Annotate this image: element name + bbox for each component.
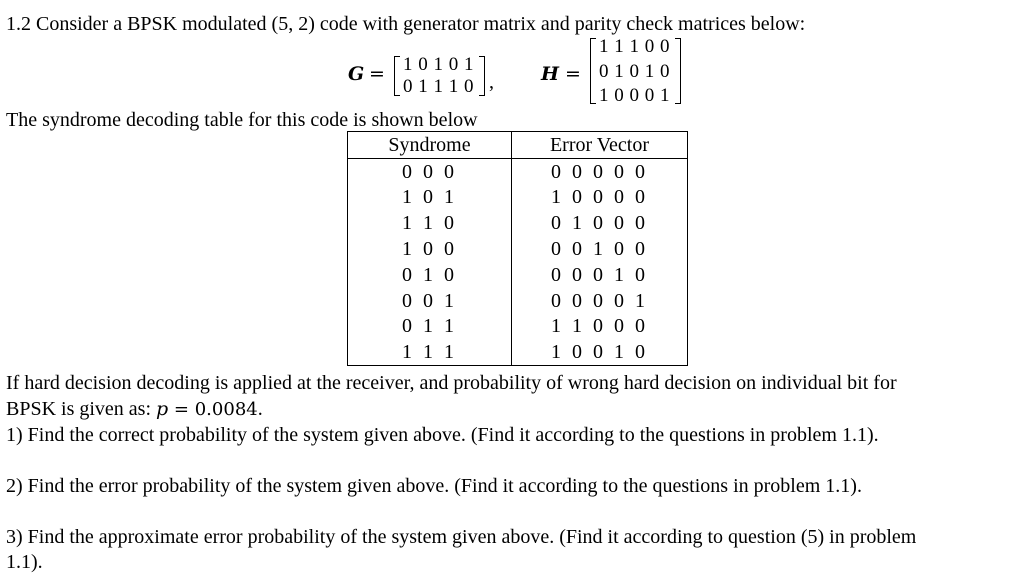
question-1: 1) Find the correct probability of the system given above. (Find it according to the questions in problem 1.1). — [6, 424, 879, 446]
table-row — [348, 314, 688, 340]
h-left-bracket — [590, 38, 596, 104]
error-vector-cell: 0 1 0 0 0 — [512, 210, 688, 236]
table-row — [348, 185, 688, 211]
g-comma: , — [489, 71, 494, 93]
hard-decision-line-2 — [6, 399, 263, 419]
question-3: 3) Find the approximate error probability of the system given above. (Find it according to question (5) in problem — [6, 526, 917, 548]
g-row-1: 1 0 1 0 1 — [403, 54, 474, 75]
table-row — [348, 210, 688, 236]
syndrome-table — [347, 131, 688, 366]
table-row — [348, 339, 688, 365]
hard-decision-line-1: If hard decision decoding is applied at the receiver, and probability of wrong hard decision on individual bit for — [6, 372, 897, 394]
h-row-3: 1 0 0 0 1 — [599, 85, 670, 106]
syndrome-cell: 1 0 0 — [348, 236, 512, 262]
table-row — [348, 158, 688, 184]
syndrome-cell: 1 1 0 — [348, 210, 512, 236]
syndrome-cell: 0 1 0 — [348, 262, 512, 288]
error-vector-cell: 1 0 0 1 0 — [512, 339, 688, 365]
error-vector-cell: 0 0 0 0 0 — [512, 158, 688, 184]
h-right-bracket — [675, 38, 681, 104]
p-value: 0.0084 — [194, 399, 258, 420]
syndrome-cell: 0 0 1 — [348, 288, 512, 314]
error-vector-cell: 1 0 0 0 0 — [512, 185, 688, 211]
g-equals: = — [369, 63, 385, 85]
header-syndrome: Syndrome — [348, 132, 512, 159]
p-symbol: p — [156, 398, 169, 420]
p-suffix: . — [257, 398, 263, 420]
table-header-row — [348, 132, 688, 159]
error-vector-cell: 0 0 1 0 0 — [512, 236, 688, 262]
h-row-1: 1 1 1 0 0 — [599, 36, 670, 57]
table-row — [348, 262, 688, 288]
g-left-bracket — [394, 56, 400, 96]
syndrome-cell: 0 1 1 — [348, 314, 512, 340]
question-2: 2) Find the error probability of the system given above. (Find it according to the questions in problem 1.1). — [6, 475, 862, 497]
problem-heading: 1.2 Consider a BPSK modulated (5, 2) code with generator matrix and parity check matrices below: — [6, 13, 806, 35]
table-intro: The syndrome decoding table for this code is shown below — [6, 109, 478, 131]
h-row-2: 0 1 0 1 0 — [599, 61, 670, 82]
syndrome-cell: 1 1 1 — [348, 339, 512, 365]
question-3-continued: 1.1). — [6, 551, 43, 573]
table-row — [348, 236, 688, 262]
h-label: H — [541, 63, 559, 85]
table-row — [348, 288, 688, 314]
g-right-bracket — [479, 56, 485, 96]
hard-decision-prefix: BPSK is given as: — [6, 398, 157, 420]
error-vector-cell: 0 0 0 0 1 — [512, 288, 688, 314]
error-vector-cell: 1 1 0 0 0 — [512, 314, 688, 340]
header-error-vector: Error Vector — [512, 132, 688, 159]
p-equals: = — [168, 399, 195, 420]
syndrome-cell: 1 0 1 — [348, 185, 512, 211]
syndrome-cell: 0 0 0 — [348, 158, 512, 184]
g-row-2: 0 1 1 1 0 — [403, 76, 474, 97]
error-vector-cell: 0 0 0 1 0 — [512, 262, 688, 288]
h-equals: = — [565, 63, 581, 85]
g-label: G — [348, 63, 365, 85]
